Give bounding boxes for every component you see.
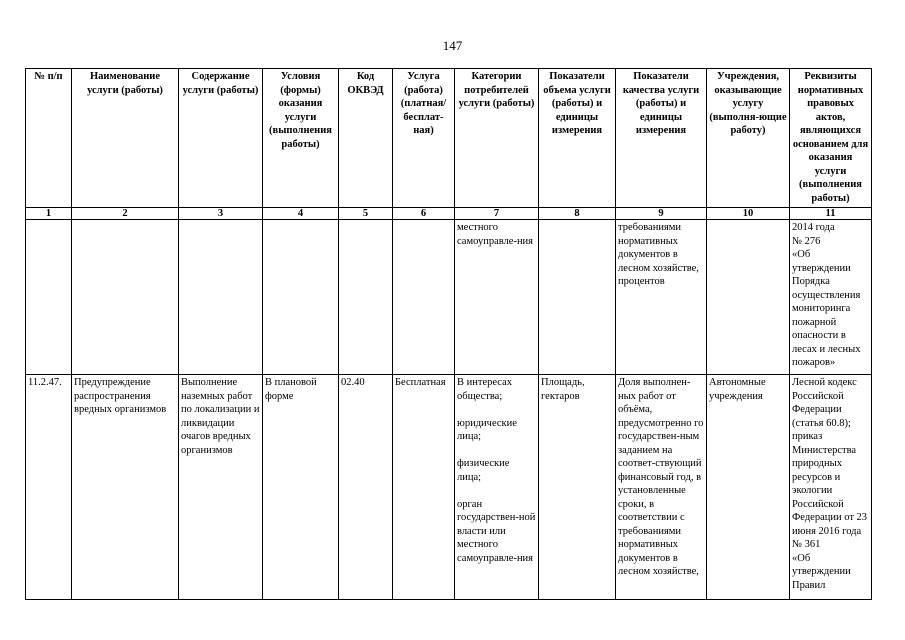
column-number: 9 <box>616 208 707 220</box>
header-cell: Учреждения, оказывающие услугу (выполня-ющие работу) <box>707 69 790 208</box>
consumer-category-item: юридические лица; <box>457 417 517 442</box>
table-cell <box>263 220 339 375</box>
table-row <box>26 375 872 600</box>
header-cell: Показатели качества услуги (работы) и единицы измерения <box>616 69 707 208</box>
column-number: 8 <box>539 208 616 220</box>
header-cell: Услуга (работа) (платная/ бесплат-ная) <box>393 69 455 208</box>
consumer-category-item: В интересах общества; <box>457 377 512 402</box>
legal-acts-cell: Лесной кодекс Российской Федерации (статья 60.8); приказ Министерства природных ресурсов и экологии Российской Федерации от 23 июня 2016 года № 361 «Об утверждении Правил <box>790 375 872 600</box>
page-number: 147 <box>442 38 463 53</box>
column-number: 6 <box>393 208 455 220</box>
column-number-row <box>26 208 872 220</box>
column-number: 7 <box>455 208 539 220</box>
header-cell: Условия (формы) оказания услуги (выполнения работы) <box>263 69 339 208</box>
okved-code-cell: 02.40 <box>339 375 393 600</box>
service-content-cell: Выполнение наземных работ по локализации и ликвидации очагов вредных организмов <box>179 375 263 600</box>
header-cell: Содержание услуги (работы) <box>179 69 263 208</box>
quality-indicator-cell: Доля выполнен-ных работ от объёма, предусмотренно го государствен-ным заданием на соответ-ствующий финансовый год, в установленные сроки, в соответствии с требованиями нормативных документов в лесном хозяйстве, <box>616 375 707 600</box>
legal-acts-cell: 2014 года № 276 «Об утверждении Порядка осуществления мониторинга пожарной опасности в лесах и лесных пожаров» <box>790 220 872 375</box>
header-cell: Категории потребителей услуги (работы) <box>455 69 539 208</box>
table-row <box>26 220 872 375</box>
consumer-category-item: физические лица; <box>457 458 510 483</box>
column-number: 5 <box>339 208 393 220</box>
header-cell: № п/п <box>26 69 72 208</box>
payment-type-cell: Бесплатная <box>393 375 455 600</box>
table-cell <box>179 220 263 375</box>
consumer-category-item: орган государствен-ной власти или местного самоуправле-ния <box>457 498 536 564</box>
column-number: 11 <box>790 208 872 220</box>
consumer-category-cell: местного самоуправле-ния <box>455 220 539 375</box>
column-number: 4 <box>263 208 339 220</box>
column-number: 2 <box>72 208 179 220</box>
table-cell <box>26 220 72 375</box>
table-cell <box>72 220 179 375</box>
table-cell <box>539 220 616 375</box>
table-cell <box>707 220 790 375</box>
column-number: 1 <box>26 208 72 220</box>
header-cell: Показатели объема услуги (работы) и единицы измерения <box>539 69 616 208</box>
table-cell <box>339 220 393 375</box>
header-cell: Код ОКВЭД <box>339 69 393 208</box>
consumer-category-cell <box>455 375 539 600</box>
services-table <box>25 68 872 600</box>
column-number: 10 <box>707 208 790 220</box>
quality-indicator-cell: требованиями нормативных документов в лесном хозяйстве, процентов <box>616 220 707 375</box>
service-name-cell: Предупреждение распространения вредных организмов <box>72 375 179 600</box>
institution-cell: Автономные учреждения <box>707 375 790 600</box>
table-cell <box>393 220 455 375</box>
row-number-cell: 11.2.47. <box>26 375 72 600</box>
header-cell: Реквизиты нормативных правовых актов, являющихся основанием для оказания услуги (выполнения работы) <box>790 69 872 208</box>
volume-indicator-cell: Площадь, гектаров <box>539 375 616 600</box>
header-row <box>26 69 872 208</box>
column-number: 3 <box>179 208 263 220</box>
conditions-cell: В плановой форме <box>263 375 339 600</box>
header-cell: Наименование услуги (работы) <box>72 69 179 208</box>
